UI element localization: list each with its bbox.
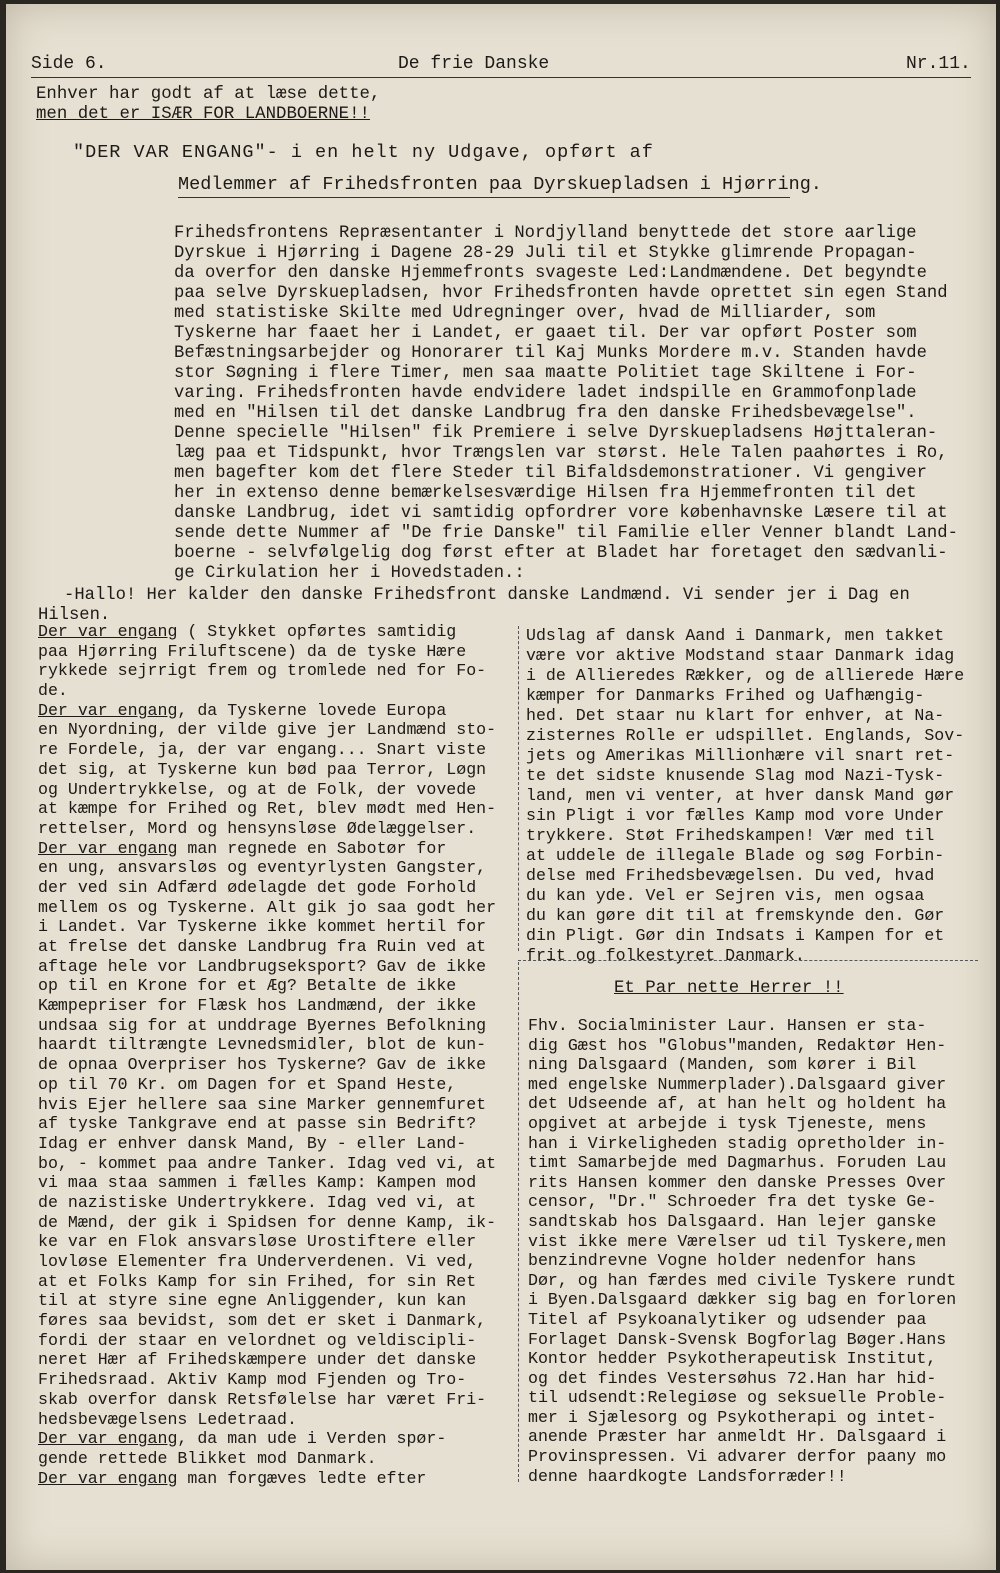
text-line: Dyrskue i Hjørring i Dagene 28-29 Juli til et Stykke glimrende Propagan- xyxy=(174,244,917,263)
text-line: timt Samarbejde med Dagmarhus. Foruden Lau xyxy=(528,1153,947,1173)
text-line: danske Landbrug, idet vi samtidig opfordrer vore københavnske Læsere til at xyxy=(174,504,948,523)
text-line: i Byen.Dalsgaard dækker sig bag en forloren xyxy=(528,1290,957,1310)
text-line: en Nyordning, der vilde give jer Landmænd sto- xyxy=(38,720,497,740)
text-line: Titel af Psykoanalytiker og udsender paa xyxy=(528,1309,927,1329)
text-line: det sig, at Tyskerne kun bød paa Terror, Løgn xyxy=(38,759,487,779)
text-line: med statistiske Skilte med Udregninger over, hvad de Milliarder, som xyxy=(174,304,876,323)
text-line: ge Cirkulation her i Hovedstaden.: xyxy=(174,564,525,583)
text-line: med engelske Nummerplader).Dalsgaard giver xyxy=(528,1074,947,1094)
text-line: haardt tiltrængte Levnedsmidler, blot de kun- xyxy=(38,1035,487,1055)
text-line: jets og Amerikas Millionhære vil snart ret- xyxy=(526,746,955,765)
text-line: opgivet at arbejde i tysk Tjeneste, mens xyxy=(528,1113,927,1133)
text-line: Der var engang, da man ude i Verden spør- xyxy=(38,1429,447,1449)
text-line: Idag er enhver dansk Mand, By - eller Land- xyxy=(38,1133,467,1153)
text-line: Tyskerne har faaet her i Landet, er gaaet til. Der var opført Poster som xyxy=(174,324,917,343)
text-line: Provinspressen. Vi advarer derfor paany mo xyxy=(528,1447,947,1467)
page-number: Side 6. xyxy=(31,54,107,74)
text-line: i Landet. Var Tyskerne ikke kommet hertil for xyxy=(38,917,487,937)
article-title: "DER VAR ENGANG"- i en helt ny Udgave, opført af xyxy=(73,142,654,163)
emphasis-phrase: Der var engang xyxy=(38,1468,178,1488)
text-line: lovløse Elementer fra Underverdenen. Vi ved, xyxy=(38,1252,477,1271)
text-line: op til 70 Kr. om Dagen for et Spand Heste, xyxy=(38,1074,457,1094)
text-line: zisternes Rolle er udspillet. Englands, Sov- xyxy=(526,726,965,745)
text-line: sin Pligt i vor fælles Kamp mod vore Under xyxy=(526,806,945,825)
text-line: te det sidste knusende Slag mod Nazi-Tysk- xyxy=(526,766,945,785)
text-line: din Pligt. Gør din Indsats i Kampen for et xyxy=(526,926,945,945)
text-line: sandtskab hos Dalsgaard. Han lejer ganske xyxy=(528,1211,937,1231)
text-line: med en "Hilsen til det danske Landbrug fra den danske Frihedsbevægelse". xyxy=(174,404,917,423)
text-line: i de Allieredes Rækker, og de allierede Hære xyxy=(526,666,965,685)
intro-line-2: men det er ISÆR FOR LANDBOERNE!! xyxy=(36,105,370,124)
text-line: og Undertrykkelse, og at de Folk, der vovede xyxy=(38,779,477,799)
text-line: dig Gæst hos "Globus"manden, Redaktør Hen- xyxy=(528,1035,947,1055)
emphasis-phrase: Der var engang xyxy=(38,700,178,720)
text-line: til udsendt:Relegiøse og seksuelle Proble- xyxy=(528,1388,947,1408)
text-line: Der var engang, da Tyskerne lovede Europa xyxy=(38,700,447,720)
newspaper-page xyxy=(6,4,996,1570)
text-line: at uddele de illegale Blade og søg Forbin- xyxy=(526,846,945,865)
text-line: fordi der staar en velordnet og veldiscipli- xyxy=(38,1330,477,1350)
article-subtitle: Medlemmer af Frihedsfronten paa Dyrskuepladsen i Hjørring. xyxy=(178,174,822,195)
text-line: Forlaget Dansk-Svensk Bogforlag Bøger.Hans xyxy=(528,1329,947,1349)
text-line: de Mænd, der gik i Spidsen for denne Kamp, ik- xyxy=(38,1212,497,1232)
subtitle-underline xyxy=(178,197,790,198)
text-line: Der var engang man forgæves ledte efter xyxy=(38,1468,427,1488)
text-line: Kæmpepriser for Flæsk hos Landmænd, der ikke xyxy=(38,996,477,1016)
text-line: du kan gøre dit til at fremskynde den. Gør xyxy=(526,906,945,925)
column-divider xyxy=(518,626,519,951)
text-line: Fhv. Socialminister Laur. Hansen er sta- xyxy=(528,1016,927,1035)
text-line: boerne - selvfølgelig dog først efter at Bladet har foretaget den sædvanli- xyxy=(174,544,948,563)
text-line: det Udseende af, at han helt og holdent ha xyxy=(528,1094,947,1114)
text-line: paa selve Dyrskuepladsen, hvor Frihedsfronten havde oprettet sin egen Stand xyxy=(174,284,948,303)
text-line: vi maa staa sammen i fælles Kamp: Kampen mod xyxy=(38,1173,477,1193)
issue-number: Nr.11. xyxy=(906,54,971,74)
text-line: rykkede sejrrigt frem og tromlede ned for Fo- xyxy=(38,661,487,681)
text-line: hedsbevægelsens Ledetraad. xyxy=(38,1409,297,1429)
text-line: hed. Det staar nu klart for enhver, at Na- xyxy=(526,706,945,725)
text-line: bo, - kommet paa andre Tanker. Idag ved vi, at xyxy=(38,1153,497,1173)
emphasis-phrase: Der var engang xyxy=(38,622,178,641)
text-line: ning Dalsgaard (Manden, som kører i Bil xyxy=(528,1055,917,1075)
text-line: og det findes Vestersøhus 72.Han har hid- xyxy=(528,1368,937,1388)
text-line: Frihedsraad. Aktiv Kamp mod Fjenden og Tro- xyxy=(38,1370,467,1390)
text-line: en ung, ansvarsløs og eventyrlysten Gangster, xyxy=(38,858,487,878)
text-line: delse med Frihedsbevægelsen. Du ved, hvad xyxy=(526,866,935,885)
lead-paragraph xyxy=(174,224,958,584)
text-line: at kæmpe for Frihed og Ret, blev mødt med Hen- xyxy=(38,799,497,819)
text-line: re Fordele, ja, der var engang... Snart viste xyxy=(38,740,487,760)
text-line: han i Virkeligheden stadig opretholder in- xyxy=(528,1133,947,1153)
greeting-paragraph xyxy=(38,586,910,626)
text-line: anende Præster har anmeldt Hr. Dalsgaard i xyxy=(528,1427,947,1447)
text-line: Udslag af dansk Aand i Danmark, men takket xyxy=(526,626,945,645)
text-line: stor Søgning i flere Timer, men saa maatte Politiet tage Skiltene i For- xyxy=(174,364,917,383)
text-line: føres saa bevidst, som det er sket i Danmark, xyxy=(38,1311,487,1331)
header-rule xyxy=(31,77,971,78)
text-line: mellem os og Tyskerne. Alt gik jo saa godt her xyxy=(38,897,497,917)
intro-line-1: Enhver har godt af at læse dette, xyxy=(36,85,381,104)
text-line: da overfor den danske Hjemmefronts svageste Led:Landmændene. Det begyndte xyxy=(174,264,927,283)
text-line: at et Folks Kamp for sin Frihed, for sin Ret xyxy=(38,1271,477,1291)
text-line: være vor aktive Modstand staar Danmark idag xyxy=(526,646,955,665)
text-line: undsaa sig for at unddrage Byernes Befolkning xyxy=(38,1015,487,1035)
text-line: Der var engang man regnede en Sabotør for xyxy=(38,838,447,858)
text-line: til at styre sine egne Anliggender, kun kan xyxy=(38,1291,467,1311)
text-line: aftage hele vor Landbrugseksport? Gav de ikke xyxy=(38,956,487,976)
text-line: du kan yde. Vel er Sejren vis, men ogsaa xyxy=(526,886,925,905)
text-line: trykkere. Støt Frihedskampen! Vær med til xyxy=(526,826,935,845)
text-line: varing. Frihedsfronten havde endvidere ladet indspille en Grammofonplade xyxy=(174,384,917,403)
text-line: de opnaa Overpriser hos Tyskerne? Gav de ikke xyxy=(38,1055,487,1075)
text-line: vist ikke mere Værelser ud til Tyskere,men xyxy=(528,1231,947,1251)
text-line: neret Hær af Frihedskæmpere under det danske xyxy=(38,1350,477,1370)
text-line: her in extenso denne bemærkelsesværdige Hilsen fra Hjemmefronten til det xyxy=(174,484,917,503)
text-line: Frihedsfrontens Repræsentanter i Nordjylland benyttede det store aarlige xyxy=(174,224,917,243)
text-line: Der var engang ( Stykket opførtes samtidig xyxy=(38,622,457,641)
second-article-title: Et Par nette Herrer !! xyxy=(614,979,844,998)
text-line: de nazistiske Undertrykkere. Idag ved vi, at xyxy=(38,1192,477,1212)
text-line: paa Hjørring Friluftscene) da de tyske Hære xyxy=(38,641,467,661)
text-line: -Hallo! Her kalder den danske Frihedsfront danske Landmænd. Vi sender jer i Dag en xyxy=(64,586,910,605)
text-line: gende rettede Blikket mod Danmark. xyxy=(38,1448,377,1468)
text-line: læg paa et Tidspunkt, hvor Trængslen var størst. Hele Talen paahørtes i Ro, xyxy=(174,444,948,463)
newspaper-name: De frie Danske xyxy=(398,54,550,74)
text-line: der ved sin Adfærd ødelagde det gode Forhold xyxy=(38,877,477,897)
text-line: ke var en Flok ansvarsløse Urostiftere eller xyxy=(38,1232,477,1252)
text-line: rettelser, Mord og hensynsløse Ødelæggelser. xyxy=(38,818,477,838)
text-line: sende dette Nummer af "De frie Danske" til Familie eller Venner blandt Land- xyxy=(174,524,958,543)
text-line: denne haardkogte Landsforræder!! xyxy=(528,1466,847,1486)
text-line: frit og folkestyret Danmark. xyxy=(526,946,805,965)
text-line: op til en Krone for et Æg? Betalte de ikke xyxy=(38,976,457,996)
text-line: mer i Sjælesorg og Psykotherapi og intet- xyxy=(528,1407,937,1427)
text-line: kæmper for Danmarks Frihed og Uafhængig- xyxy=(526,686,925,705)
text-line: Hilsen. xyxy=(38,606,111,625)
text-line: land, men vi venter, at hver dansk Mand gør xyxy=(526,786,955,805)
text-line: censor, "Dr." Schroeder fra det tyske Ge- xyxy=(528,1192,937,1212)
emphasis-phrase: Der var engang xyxy=(38,1429,178,1449)
text-line: hvis Ejer hellere saa sine Marker gennemfuret xyxy=(38,1094,487,1114)
text-line: af tyske Tankgrave end at passe sin Bedrift? xyxy=(38,1114,477,1134)
text-line: Kontor hedder Psykotherapeutisk Institut, xyxy=(528,1349,937,1369)
text-line: Denne specielle "Hilsen" fik Premiere i selve Dyrskuepladsens Højttaleran- xyxy=(174,424,938,443)
text-line: rits Hansen kommer den danske Presses Over xyxy=(528,1172,947,1192)
text-line: benzindrevne Vogne holder nedenfor hans xyxy=(528,1251,917,1271)
text-line: Dør, og han færdes med civile Tyskere rundt xyxy=(528,1270,957,1290)
text-line: men bagefter kom det flere Steder til Bifaldsdemonstrationer. Vi gengiver xyxy=(174,464,927,483)
column-divider-lower xyxy=(518,962,519,1482)
second-article-body xyxy=(528,1016,956,1486)
text-line: Befæstningsarbejder og Honorarer til Kaj Munks Mordere m.v. Standen havde xyxy=(174,344,927,363)
text-line: de. xyxy=(38,681,68,701)
text-line: skab overfor dansk Retsfølelse har været Fri- xyxy=(38,1389,487,1409)
text-line: at frelse det danske Landbrug fra Ruin ved at xyxy=(38,937,487,956)
left-column xyxy=(38,622,496,1488)
emphasis-phrase: Der var engang xyxy=(38,838,178,858)
right-column xyxy=(526,626,964,966)
